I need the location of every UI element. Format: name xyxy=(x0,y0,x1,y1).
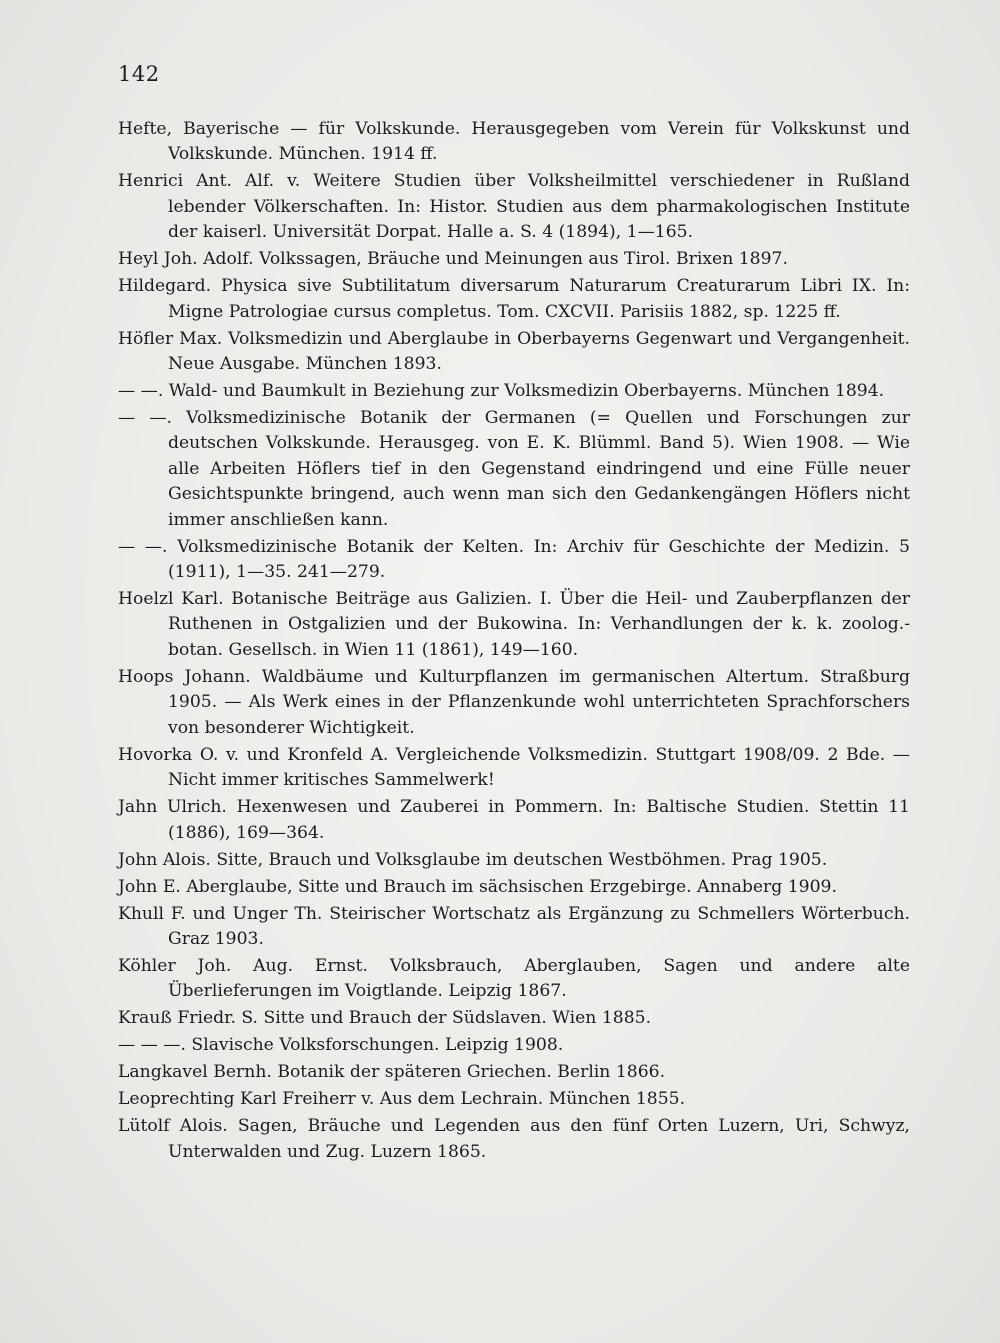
bibliography-entry: — —. Wald- und Baumkult in Beziehung zur Volksmedizin Oberbayerns. München 1894. xyxy=(118,381,885,402)
bibliography-entry: — —. Volksmedizinische Botanik der Kelten. In: Archiv für Geschichte der Medizin. 5 (1911), 1—35. 241—279. xyxy=(118,536,910,583)
bibliography-entry: Krauß Friedr. S. Sitte und Brauch der Südslaven. Wien 1885. xyxy=(118,1008,652,1029)
bibliography-entry: Lütolf Alois. Sagen, Bräuche und Legenden aus den fünf Orten Luzern, Uri, Schwyz, Unterwalden und Zug. Luzern 1865. xyxy=(118,1116,910,1162)
bibliography-entry: Köhler Joh. Aug. Ernst. Volksbrauch, Aberglauben, Sagen und andere alte Überlieferungen im Voigtlande. Leipzig 1867. xyxy=(118,955,910,1002)
bibliography-entry: Höfler Max. Volksmedizin und Aberglaube in Oberbayerns Gegenwart und Vergangenheit. Neue Ausgabe. München 1893. xyxy=(118,328,910,375)
bibliography-entry: — — —. Slavische Volksforschungen. Leipzig 1908. xyxy=(118,1035,564,1056)
bibliography-entry: — —. Volksmedizinische Botanik der Germanen (= Quellen und Forschungen zur deutschen Volkskunde. Herausgeg. von E. K. Blümml. Band 5). Wien 1908. — Wie alle Arbeiten Höflers tief in den Gegenstand eindringend und eine Fülle neuer Gesichtspunkte bringend, auch wenn man sich den Gedankengängen Höflers nicht immer anschließen kann. xyxy=(118,408,910,530)
bibliography-entry: Hoelzl Karl. Botanische Beiträge aus Galizien. I. Über die Heil- und Zauberpflanzen der Ruthenen in Ostgalizien und der Bukowina. In: Verhandlungen der k. k. zoolog.-botan. Gesellsch. in Wien 11 (1861), 149—160. xyxy=(118,589,910,660)
bibliography-entry: Hefte, Bayerische — für Volkskunde. Herausgegeben vom Verein für Volkskunst und Volkskunde. München. 1914 ff. xyxy=(118,119,910,165)
bibliography-entry: John E. Aberglaube, Sitte und Brauch im sächsischen Erzgebirge. Annaberg 1909. xyxy=(118,876,837,897)
bibliography-entry: John Alois. Sitte, Brauch und Volksglaube im deutschen Westböhmen. Prag 1905. xyxy=(118,849,828,870)
bibliography-entry: Heyl Joh. Adolf. Volkssagen, Bräuche und Meinungen aus Tirol. Brixen 1897. xyxy=(118,249,788,270)
bibliography-entry: Jahn Ulrich. Hexenwesen und Zauberei in Pommern. In: Baltische Studien. Stettin 11 (1886), 169—364. xyxy=(118,797,910,843)
bibliography-entry: Hovorka O. v. und Kronfeld A. Vergleichende Volksmedizin. Stuttgart 1908/09. 2 Bde. — Nicht immer kritisches Sammelwerk! xyxy=(118,744,910,791)
bibliography-entry: Hoops Johann. Waldbäume und Kulturpflanzen im germanischen Altertum. Straßburg 1905. — Als Werk eines in der Pflanzenkunde wohl unterrichteten Sprachforschers von besonderer Wichtigkeit. xyxy=(118,666,910,738)
bibliography-entry: Henrici Ant. Alf. v. Weitere Studien über Volksheilmittel verschiedener in Rußland lebender Völkerschaften. In: Histor. Studien aus dem pharmakologischen Institute der kaiserl. Universität Dorpat. Halle a. S. 4 (1894), 1—165. xyxy=(118,171,910,243)
bibliography-list xyxy=(118,117,910,1167)
page-number: 142 xyxy=(118,62,160,86)
bibliography-entry: Leoprechting Karl Freiherr v. Aus dem Lechrain. München 1855. xyxy=(118,1089,686,1110)
bibliography-entry: Khull F. und Unger Th. Steirischer Wortschatz als Ergänzung zu Schmellers Wörterbuch. Graz 1903. xyxy=(118,903,910,949)
bibliography-entry: Langkavel Bernh. Botanik der späteren Griechen. Berlin 1866. xyxy=(118,1062,666,1083)
bibliography-entry: Hildegard. Physica sive Subtilitatum diversarum Naturarum Creaturarum Libri IX. In: Migne Patrologiae cursus completus. Tom. CXCVII. Parisiis 1882, sp. 1225 ff. xyxy=(118,276,910,322)
